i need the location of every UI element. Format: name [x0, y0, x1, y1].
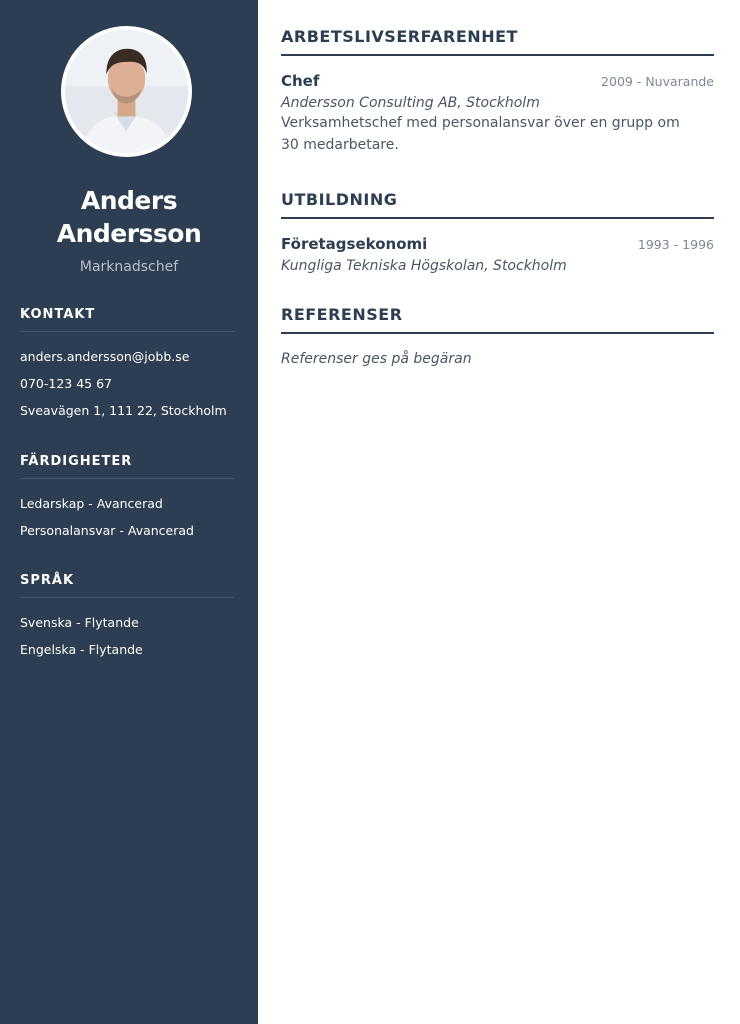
sidebar [0, 0, 258, 1024]
skills-section [20, 454, 234, 544]
skill-item: Personalansvar - Avancerad [20, 523, 194, 538]
languages-list [20, 609, 234, 663]
language-item: Engelska - Flytande [20, 642, 143, 657]
contact-list [20, 343, 234, 424]
experience-role: Chef [281, 72, 320, 90]
experience-entry-header [281, 72, 714, 90]
contact-address: Sveavägen 1, 111 22, Stockholm [20, 403, 227, 418]
contact-email[interactable]: anders.andersson@jobb.se [20, 349, 190, 364]
profile-photo [61, 26, 192, 157]
languages-heading: SPRÅK [20, 573, 234, 598]
education-degree: Företagsekonomi [281, 235, 428, 253]
person-portrait-icon [65, 30, 188, 153]
experience-heading: ARBETSLIVSERFARENHET [281, 27, 714, 56]
skills-heading: FÄRDIGHETER [20, 454, 234, 479]
last-name: Andersson [56, 219, 202, 248]
full-name [0, 184, 258, 250]
education-entry-header [281, 235, 714, 253]
language-item: Svenska - Flytande [20, 615, 139, 630]
skill-item: Ledarskap - Avancerad [20, 496, 163, 511]
education-date: 1993 - 1996 [637, 237, 714, 252]
contact-phone[interactable]: 070-123 45 67 [20, 376, 112, 391]
experience-company: Andersson Consulting AB, Stockholm [281, 95, 540, 111]
references-text: Referenser ges på begäran [281, 351, 472, 367]
references-heading: REFERENSER [281, 305, 714, 334]
job-title: Marknadschef [79, 259, 179, 275]
languages-section [20, 573, 234, 663]
skills-list [20, 490, 234, 544]
education-school: Kungliga Tekniska Högskolan, Stockholm [281, 258, 567, 274]
experience-description: Verksamhetschef med personalansvar över en grupp om 30 medarbetare. [281, 115, 680, 153]
experience-entry [281, 72, 714, 156]
contact-heading: KONTAKT [20, 307, 234, 332]
contact-section [20, 307, 234, 424]
education-heading: UTBILDNING [281, 190, 714, 219]
first-name: Anders [80, 186, 178, 215]
experience-date: 2009 - Nuvarande [601, 74, 714, 89]
education-entry [281, 235, 714, 274]
